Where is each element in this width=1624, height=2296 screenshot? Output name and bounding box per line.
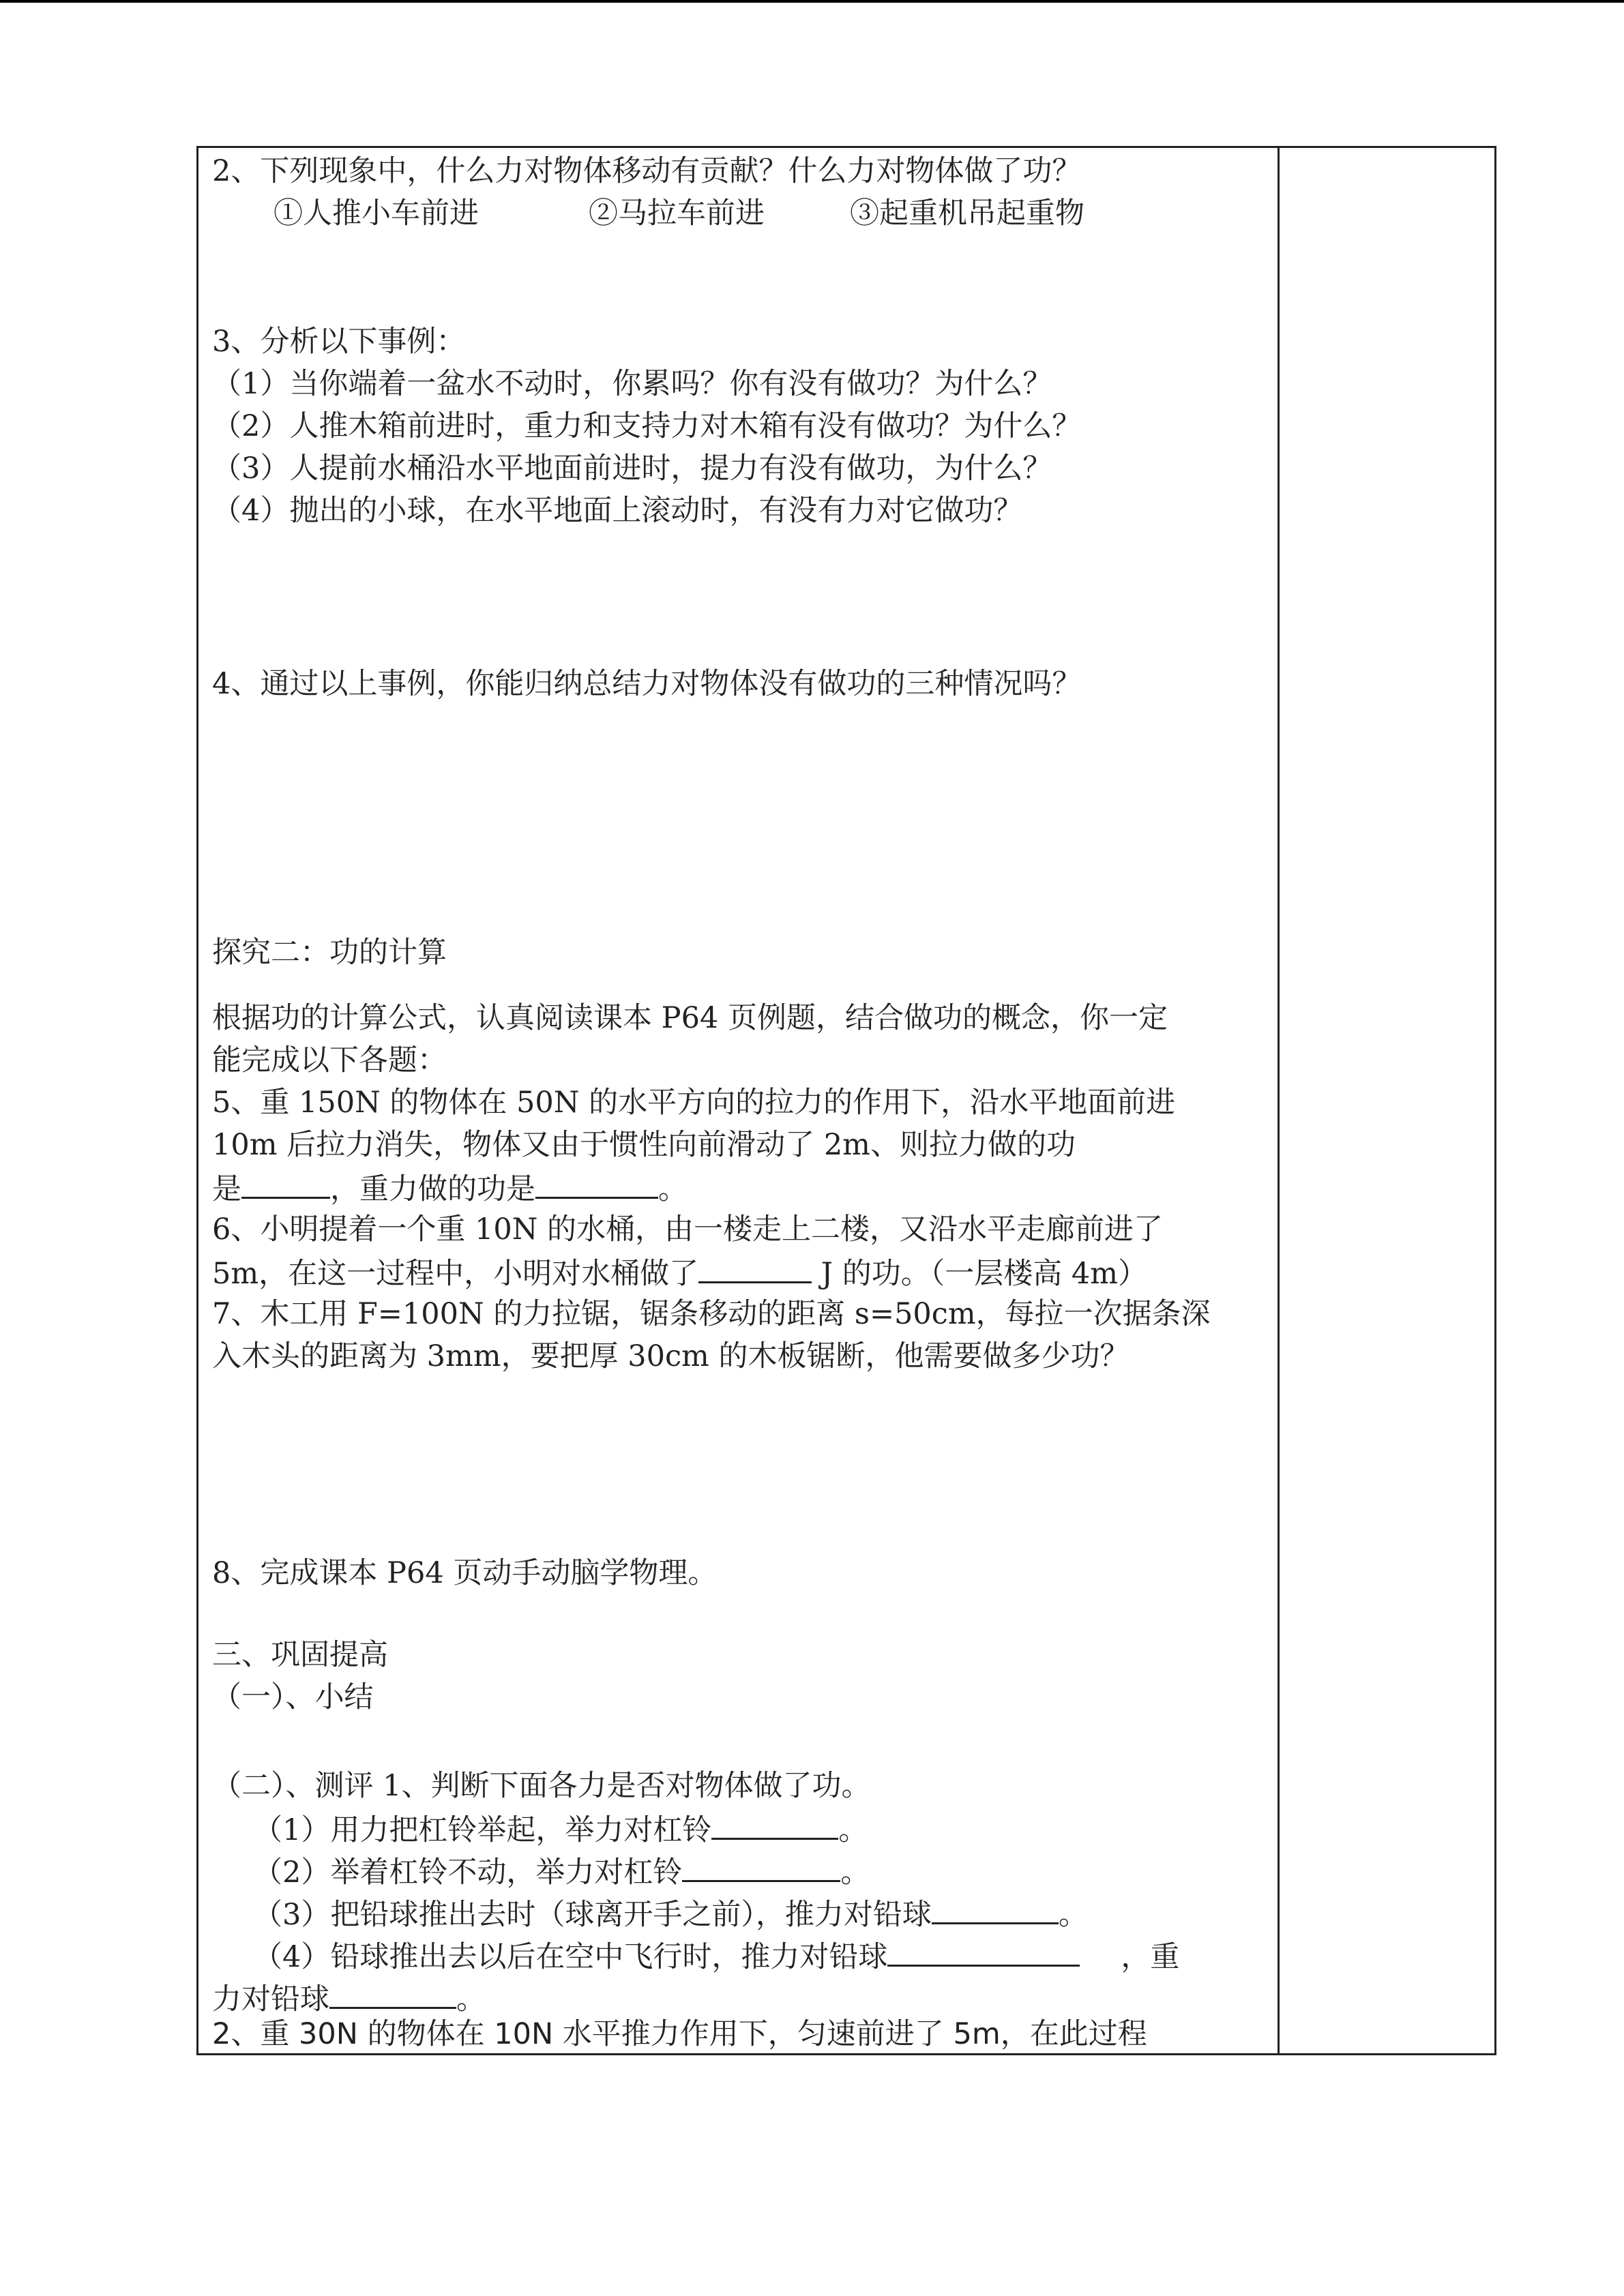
q5-line-2: 10m 后拉力消失，物体又由于惯性向前滑动了 2m、则拉力做的功 [212,1128,1076,1162]
q2-title: 2、下列现象中，什么力对物体移动有贡献？什么力对物体做了功？ [212,154,1082,188]
q3-item-2: （2）人推木箱前进时，重力和支持力对木箱有没有做功？为什么？ [212,409,1082,443]
q8-text: 8、完成课本 P64 页动手动脑学物理。 [212,1556,718,1590]
eval-item-3-blank[interactable] [932,1892,1059,1924]
q3-item-3: （3）人提前水桶沿水平地面前进时，提力有没有做功，为什么？ [212,451,1052,486]
q5-line-1: 5、重 150N 的物体在 50N 的水平方向的拉力的作用下，沿水平地面前进 [212,1086,1176,1120]
summary-heading: （一）、小结 [212,1680,374,1714]
worksheet-table [196,146,1496,2055]
q6-line-2 [212,1251,1147,1294]
intro-line-1: 根据功的计算公式，认真阅读课本 P64 页例题，结合做功的概念，你一定 [212,1001,1168,1035]
q5-blank-work-gravity[interactable] [535,1167,658,1199]
q7-line-2: 入木头的距离为 3mm，要把厚 30cm 的木板锯断，他需要做多少功？ [212,1339,1130,1373]
q4-text: 4、通过以上事例，你能归纳总结力对物体没有做功的三种情况吗？ [212,667,1082,701]
side-column [1279,147,1496,2055]
eval-item-1-blank[interactable] [711,1808,838,1840]
eval-item-4-blank-push[interactable] [887,1935,1080,1967]
eval-item-1 [253,1808,868,1851]
eval-item-4-gravity-text: 力对铅球 [212,1982,329,2016]
eval-item-2-blank[interactable] [682,1850,840,1882]
q5-prefix: 是 [212,1172,241,1206]
eval-item-4-blank-gravity[interactable] [329,1977,456,2009]
top-border-line [0,0,1624,3]
explore-2-heading: 探究二：功的计算 [212,936,447,970]
q2-option-3: ③起重机吊起重物 [850,196,1084,230]
eval-item-2-text: （2）举着杠铃不动，举力对杠铃 [253,1855,683,1890]
eval-item-3 [253,1892,1088,1935]
q6-prefix: 5m，在这一过程中，小明对水桶做了 [212,1257,699,1291]
q3-item-1: （1）当你端着一盆水不动时，你累吗？你有没有做功？为什么？ [212,367,1052,401]
q3-item-4: （4）抛出的小球，在水平地面上滚动时，有没有力对它做功？ [212,494,1023,528]
eval-item-4-text: （4）铅球推出去以后在空中飞行时，推力对铅球 [253,1940,888,1974]
eval-item-4-mid: ，重 [1121,1940,1180,1974]
main-column [198,147,1279,2055]
eval-item-4 [253,1935,1179,1978]
eval-item-3-text: （3）把铅球推出去时（球离开手之前），推力对铅球 [253,1898,932,1932]
q5-end: 。 [658,1172,688,1206]
eval-item-1-end: 。 [838,1813,868,1847]
eval-item-2-end: 。 [840,1855,870,1890]
q3-title: 3、分析以下事例： [212,325,466,359]
eval-question-2: 2、重 30N 的物体在 10N 水平推力作用下，匀速前进了 5m，在此过程 [212,2017,1147,2051]
q6-suffix: J 的功。（一层楼高 4m） [812,1257,1148,1291]
q6-blank-work[interactable] [698,1251,812,1283]
main-content [198,148,1278,2053]
intro-line-2: 能完成以下各题： [212,1043,447,1077]
section-3-heading: 三、巩固提高 [212,1638,388,1672]
eval-item-3-end: 。 [1058,1898,1088,1932]
eval-item-2 [253,1850,870,1893]
q5-middle: ，重力做的功是 [330,1172,535,1206]
eval-item-4-end: 。 [456,1982,486,2016]
q6-line-1: 6、小明提着一个重 10N 的水桶，由一楼走上二楼，又沿水平走廊前进了 [212,1212,1164,1247]
q2-option-2: ②马拉车前进 [589,196,765,230]
q2-option-1: ①人推小车前进 [274,196,479,230]
q5-blank-work-pull[interactable] [241,1167,330,1199]
q5-line-3 [212,1167,688,1210]
evaluation-heading: （二）、测评 1、判断下面各力是否对物体做了功。 [212,1769,871,1803]
q7-line-1: 7、木工用 F=100N 的力拉锯，锯条移动的距离 s=50cm，每拉一次据条深 [212,1297,1211,1331]
side-notes-area [1280,148,1494,2053]
eval-item-1-text: （1）用力把杠铃举起，举力对杠铃 [253,1813,712,1847]
